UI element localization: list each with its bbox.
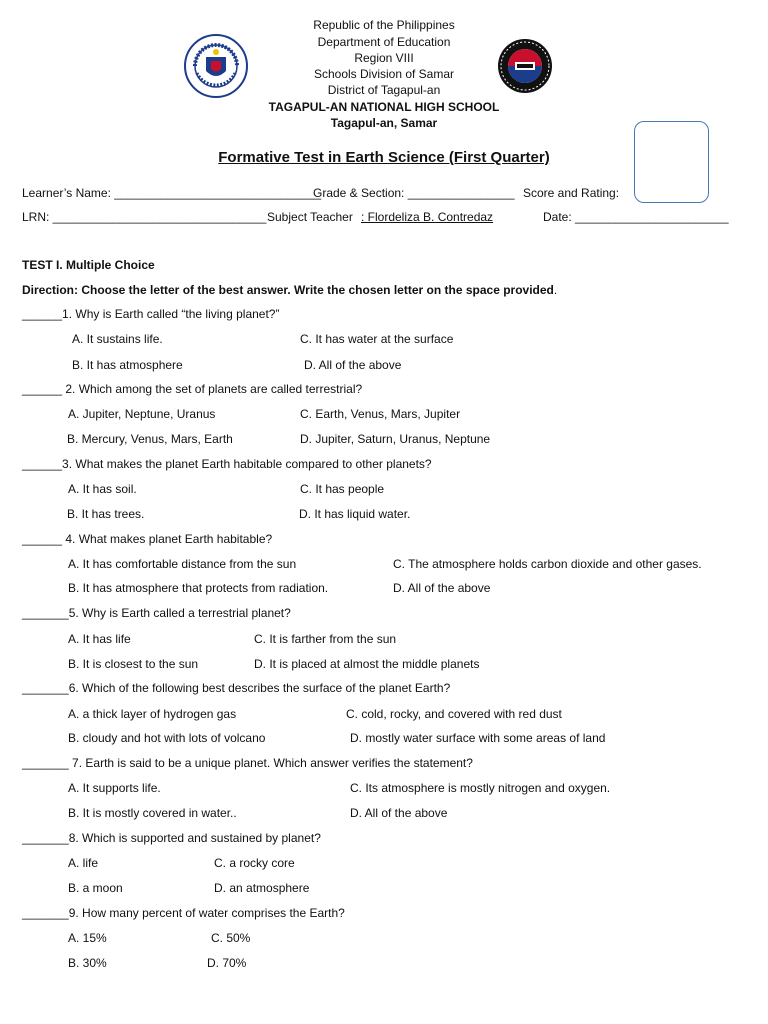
question-3-choice-c: C. It has people (300, 482, 385, 496)
question-7-stem: _______ 7. Earth is said to be a unique planet. Which answer verifies the statement? (22, 756, 473, 770)
subject-teacher-label: Subject Teacher (267, 210, 353, 224)
date-field[interactable]: Date: _______________________ (543, 210, 729, 224)
question-3-stem: ______3. What makes the planet Earth habitable compared to other planets? (22, 457, 432, 471)
question-5-choice-c: C. It is farther from the sun (254, 632, 397, 646)
question-8-choice-c: C. a rocky core (214, 856, 295, 870)
header-division: Schools Division of Samar (313, 67, 455, 81)
test-direction (22, 283, 557, 297)
question-4-choice-c: C. The atmosphere holds carbon dioxide and other gases. (393, 557, 702, 571)
question-7-choice-a: A. It supports life. (68, 781, 161, 795)
question-7-choice-c: C. Its atmosphere is mostly nitrogen and oxygen. (350, 781, 611, 795)
question-6-choice-b: B. cloudy and hot with lots of volcano (68, 731, 266, 745)
question-4-stem: ______ 4. What makes planet Earth habitable? (22, 532, 273, 546)
question-9-choice-c: C. 50% (211, 931, 251, 945)
question-8-choice-b: B. a moon (68, 881, 123, 895)
question-1-choice-d: D. All of the above (304, 358, 402, 372)
question-8-stem: _______8. Which is supported and sustained by planet? (22, 831, 321, 845)
grade-section-field[interactable]: Grade & Section: ________________ (313, 186, 515, 200)
question-9-choice-b: B. 30% (68, 956, 107, 970)
header-region: Region VIII (354, 51, 414, 65)
question-5-choice-d: D. It is placed at almost the middle planets (254, 657, 480, 671)
score-rating-label: Score and Rating: (523, 186, 620, 200)
test-direction-text: Direction: Choose the letter of the best answer. Write the chosen letter on the space provided (22, 283, 554, 297)
question-2-choice-a: A. Jupiter, Neptune, Uranus (68, 407, 216, 421)
question-3-choice-a: A. It has soil. (68, 482, 137, 496)
header-school-location: Tagapul-an, Samar (330, 116, 438, 130)
question-7-choice-b: B. It is mostly covered in water.. (68, 806, 237, 820)
question-6-choice-d: D. mostly water surface with some areas of land (350, 731, 606, 745)
test-heading: TEST I. Multiple Choice (22, 258, 155, 272)
header-school-name: TAGAPUL-AN NATIONAL HIGH SCHOOL (268, 100, 500, 114)
question-1-choice-c: C. It has water at the surface (300, 332, 454, 346)
question-4-choice-b: B. It has atmosphere that protects from radiation. (68, 581, 329, 595)
question-6-choice-a: A. a thick layer of hydrogen gas (68, 707, 237, 721)
header-district: District of Tagapul-an (327, 83, 441, 97)
question-2-choice-b: B. Mercury, Venus, Mars, Earth (67, 432, 233, 446)
subject-teacher-value: : Flordeliza B. Contredaz (361, 210, 494, 224)
question-9-choice-a: A. 15% (68, 931, 107, 945)
question-8-choice-a: A. life (68, 856, 99, 870)
lrn-field[interactable]: LRN: ________________________________ (22, 210, 267, 224)
question-2-stem: ______ 2. Which among the set of planets are called terrestrial? (22, 382, 363, 396)
header-department: Department of Education (317, 35, 451, 49)
score-box[interactable] (634, 121, 709, 203)
learner-name-field[interactable]: Learner’s Name: _______________________________ (22, 186, 322, 200)
question-1-choice-b: B. It has atmosphere (72, 358, 183, 372)
question-3-choice-d: D. It has liquid water. (299, 507, 411, 521)
question-1-stem: ______1. Why is Earth called “the living planet?” (22, 307, 280, 321)
question-7-choice-d: D. All of the above (350, 806, 448, 820)
question-2-choice-c: C. Earth, Venus, Mars, Jupiter (300, 407, 461, 421)
question-6-choice-c: C. cold, rocky, and covered with red dust (346, 707, 562, 721)
question-1-choice-a: A. It sustains life. (72, 332, 163, 346)
question-8-choice-d: D. an atmosphere (214, 881, 310, 895)
question-2-choice-d: D. Jupiter, Saturn, Uranus, Neptune (300, 432, 491, 446)
question-4-choice-d: D. All of the above (393, 581, 491, 595)
question-5-choice-a: A. It has life (68, 632, 131, 646)
question-9-choice-d: D. 70% (207, 956, 247, 970)
question-9-stem: _______9. How many percent of water comprises the Earth? (22, 906, 345, 920)
question-3-choice-b: B. It has trees. (67, 507, 145, 521)
header-republic: Republic of the Philippines (313, 18, 455, 32)
question-5-choice-b: B. It is closest to the sun (68, 657, 199, 671)
question-5-stem: _______5. Why is Earth called a terrestrial planet? (22, 606, 291, 620)
test-title: Formative Test in Earth Science (First Quarter) (218, 149, 550, 166)
question-6-stem: _______6. Which of the following best describes the surface of the planet Earth? (22, 681, 451, 695)
question-4-choice-a: A. It has comfortable distance from the sun (68, 557, 297, 571)
test-direction-period: . (553, 283, 558, 297)
